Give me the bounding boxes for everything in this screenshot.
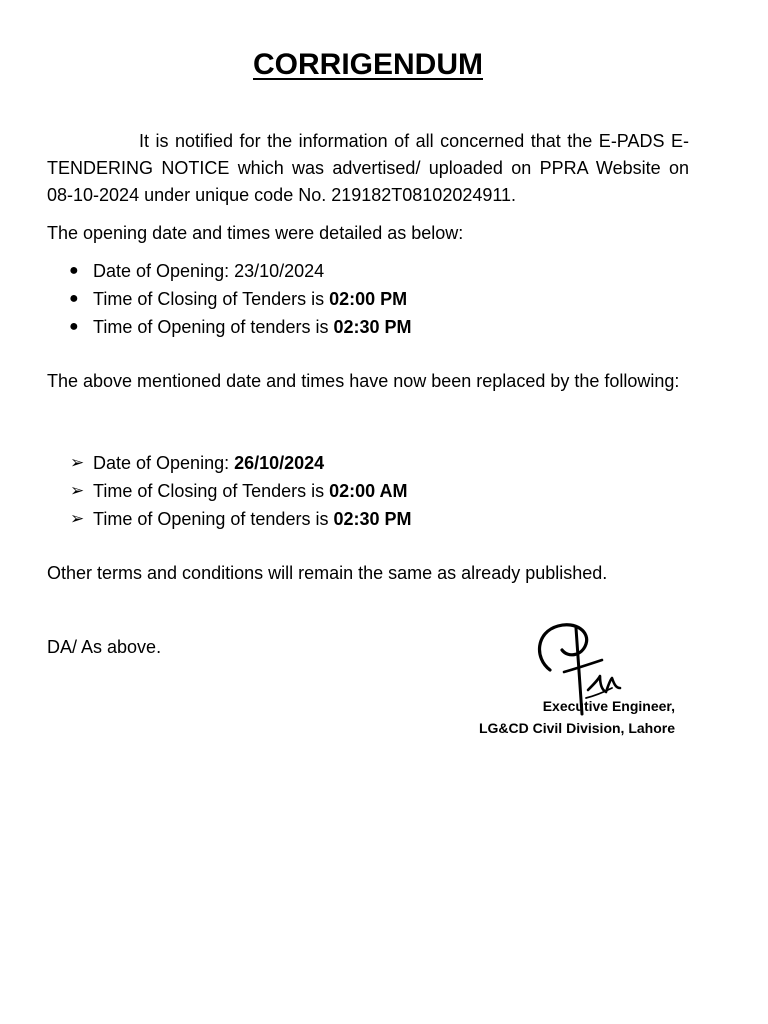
list-item	[67, 477, 412, 505]
item-label: Time of Opening of tenders is	[93, 317, 334, 337]
item-label: Time of Opening of tenders is	[93, 509, 334, 529]
replaced-paragraph: The above mentioned date and times have now been replaced by the following:	[47, 371, 680, 391]
arrow-icon: ➢	[70, 453, 85, 472]
bullet-icon: ●	[69, 318, 79, 335]
item-label: Date of Opening:	[93, 453, 235, 473]
list-item	[67, 449, 412, 477]
list-item	[67, 505, 412, 533]
signatory-office: LG&CD Civil Division, Lahore	[478, 720, 675, 736]
da-line: DA/ As above.	[47, 637, 162, 657]
item-label: Time of Closing of Tenders is	[93, 289, 330, 309]
list-item	[67, 313, 412, 341]
signatory-designation: Executive Engineer,	[542, 698, 675, 714]
item-label: Date of Opening:	[93, 261, 235, 281]
item-label: Time of Closing of Tenders is	[93, 481, 330, 501]
document-title: CORRIGENDUM	[253, 48, 483, 81]
list-item	[67, 285, 412, 313]
revised-schedule-list	[67, 449, 412, 533]
item-value: 02:30 PM	[333, 317, 412, 337]
item-value: 02:00 PM	[329, 289, 408, 309]
list-item	[67, 257, 412, 285]
arrow-icon: ➢	[70, 509, 85, 528]
item-value: 02:00 AM	[329, 481, 408, 501]
item-value: 26/10/2024	[234, 453, 325, 473]
bullet-icon: ●	[69, 290, 79, 307]
intro-paragraph: It is notified for the information of all concerned that the E-PADS E-TENDERING NOTICE which was advertised/ uploaded on PPRA Website on 08-10-2024 under unique code No. 219182T08102024911.	[47, 131, 689, 205]
original-schedule-list	[67, 257, 412, 341]
bullet-icon: ●	[69, 262, 79, 279]
item-value: 23/10/2024	[234, 261, 325, 281]
arrow-icon: ➢	[70, 481, 85, 500]
detailed-line: The opening date and times were detailed as below:	[47, 223, 464, 243]
item-value: 02:30 PM	[333, 509, 412, 529]
other-terms-line: Other terms and conditions will remain the same as already published.	[47, 563, 608, 583]
